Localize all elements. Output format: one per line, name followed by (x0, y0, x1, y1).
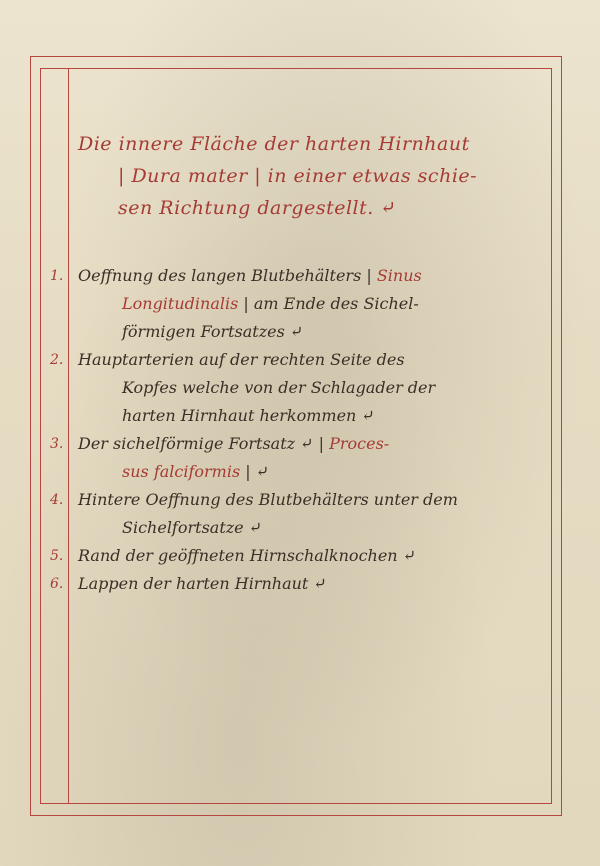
item-number: 4. (50, 492, 64, 508)
legend-item-5 (50, 542, 550, 570)
heading-line-3: sen Richtung dargestellt. ⤶ (118, 197, 397, 219)
item-line: Lappen der harten Hirnhaut ⤶ (78, 574, 327, 593)
item-number: 3. (50, 436, 64, 452)
heading-line-2: | Dura mater | in einer etwas schie- (118, 165, 478, 187)
item-line: Der sichelförmige Fortsatz ⤶ | Proces- (78, 434, 390, 453)
item-line: harten Hirnhaut herkommen ⤶ (122, 406, 375, 425)
legend-item-4 (50, 486, 550, 542)
item-line: Sichelfortsatze ⤶ (122, 518, 263, 537)
legend-item-2 (50, 346, 550, 430)
item-number: 2. (50, 352, 64, 368)
item-line: förmigen Fortsatzes ⤶ (122, 322, 304, 341)
legend-item-1 (50, 262, 550, 346)
legend-item-3 (50, 430, 550, 486)
legend-item-6 (50, 570, 550, 598)
item-line: Hauptarterien auf der rechten Seite des (78, 350, 405, 369)
item-line: Rand der geöffneten Hirnschalknochen ⤶ (78, 546, 417, 565)
item-line: Oeffnung des langen Blutbehälters | Sinus (78, 266, 422, 285)
item-number: 1. (50, 268, 64, 284)
item-line: Kopfes welche von der Schlagader der (122, 378, 436, 397)
item-number: 6. (50, 576, 64, 592)
legend-list (50, 262, 550, 598)
item-line: Longitudinalis | am Ende des Sichel- (122, 294, 419, 313)
heading-line-1: Die innere Fläche der harten Hirnhaut (78, 133, 470, 155)
item-line: Hintere Oeffnung des Blutbehälters unter dem (78, 490, 458, 509)
item-number: 5. (50, 548, 64, 564)
page-heading (78, 128, 548, 224)
item-line: sus falciformis | ⤶ (122, 462, 270, 481)
